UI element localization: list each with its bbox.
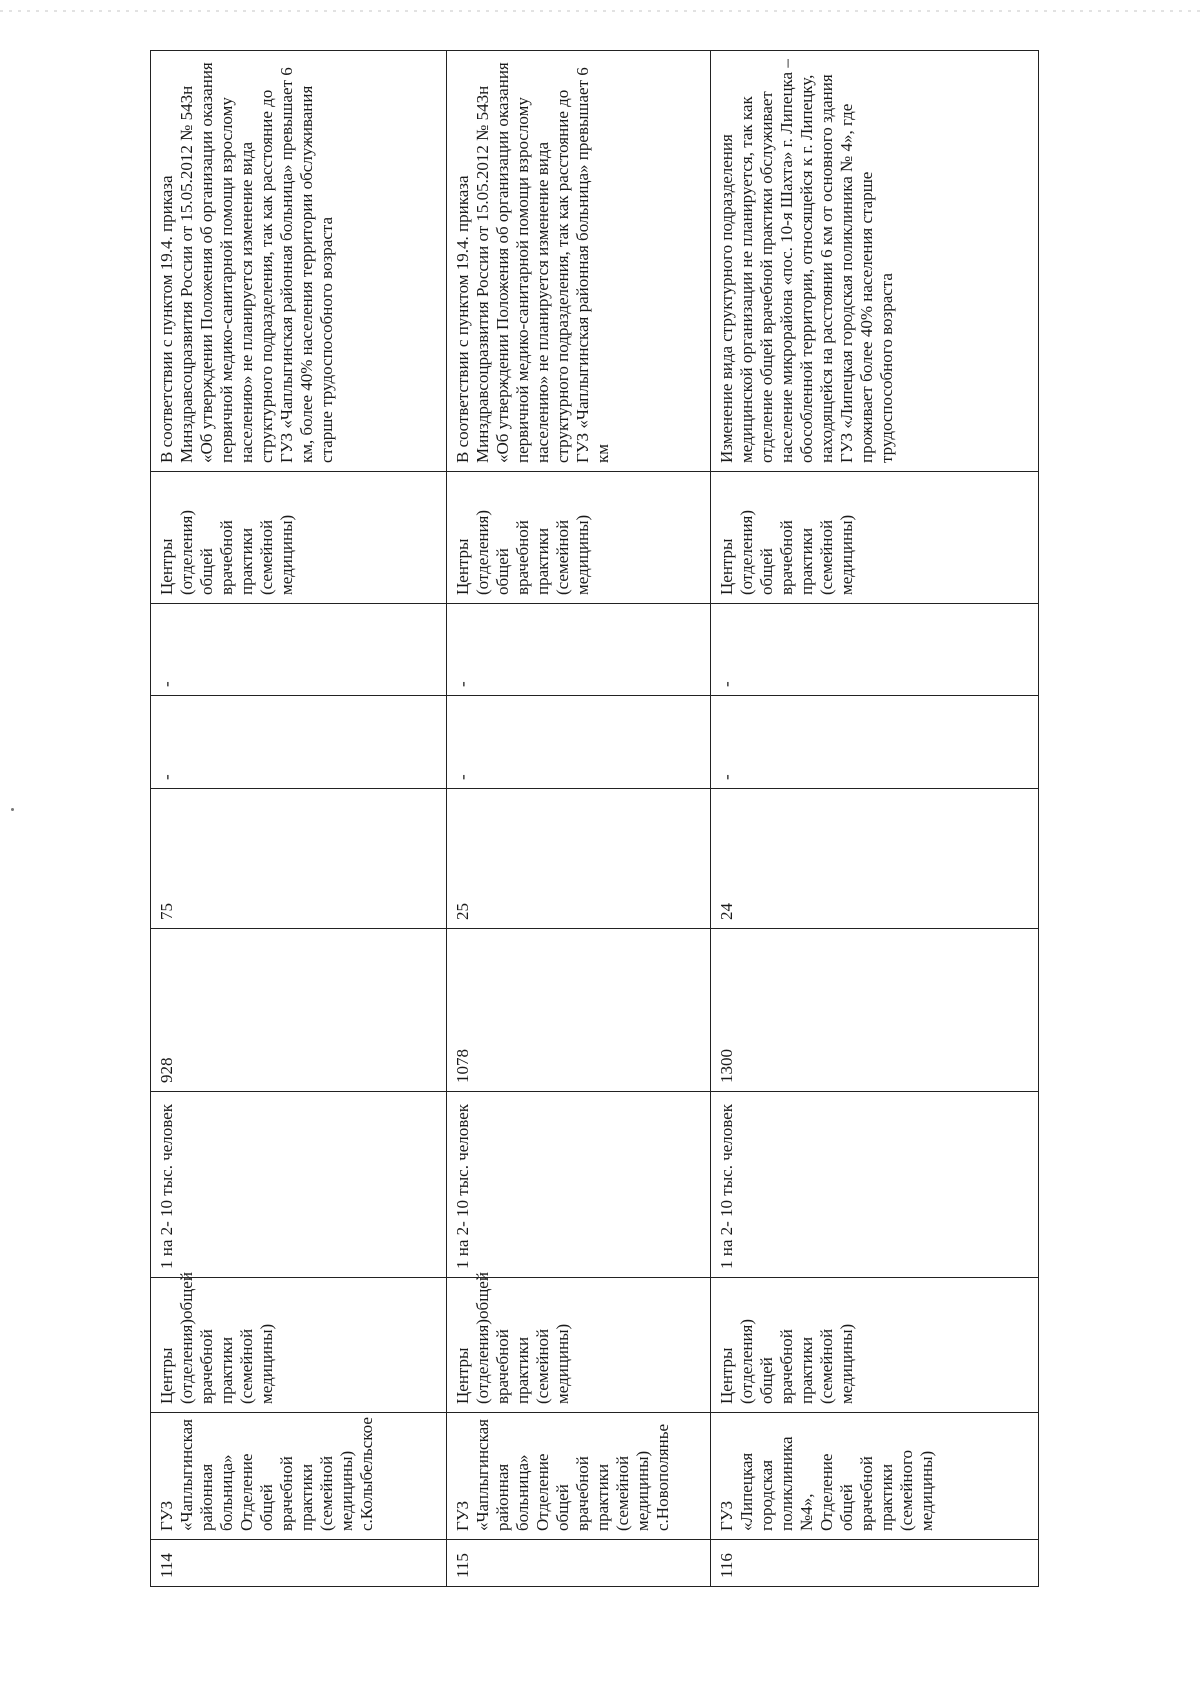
row-number: 114 [151,1540,447,1587]
new-unit-type: Центры (отделения) общей врачебной практики (семейной медицины) [711,472,1039,604]
new-unit-type: Центры (отделения) общей врачебной практики (семейной медицины) [447,472,711,604]
new-unit-type: Центры (отделения) общей врачебной практики (семейной медицины) [151,472,447,604]
justification: Изменение вида структурного подразделения медицинской организации не планируется, так как отделение общей врачебной практики обслуживает население микрорайона «пос. 10-я Шахта» г. Липецка – обособленной территории, относящейся к г. Липецку, находящейся на расстоянии 6 км от основного здания ГУЗ «Липецкая городская поликлиника № 4», где проживает более 40% населения старше трудоспособного возраста [711,51,1039,472]
population: 928 [151,929,447,1092]
row-number: 116 [711,1540,1039,1587]
table-row [151,51,447,1587]
organization-name: ГУЗ «Липецкая городская поликлиника №4», Отделение общей врачебной практики (семейного медицины) [711,1413,1039,1540]
rotated-table-wrapper [150,51,1038,1587]
dash-cell: - [151,696,447,789]
unit-type: Центры (отделения)общей врачебной практики (семейной медицины) [447,1278,711,1413]
dash-cell: - [711,604,1039,696]
table-row [711,51,1039,1587]
dash-cell: - [151,604,447,696]
dash-cell: - [447,696,711,789]
organization-name: ГУЗ «Чаплыгинская районная больница» Отделение общей врачебной практики (семейной медицины) с.Колыбельское [151,1413,447,1540]
norm: 1 на 2- 10 тыс. человек [711,1092,1039,1278]
facility-table [150,50,1039,1587]
justification: В соответствии с пунктом 19.4. приказа Минздравсоцразвития России от 15.05.2012 № 543н «Об утверждении Положения об организации оказания первичной медико-санитарной помощи взрослому населению» не планируется изменение вида структурного подразделения, так как расстояние до ГУЗ «Чаплыгинская районная больница» превышает 6 км [447,51,711,472]
organization-name: ГУЗ «Чаплыгинская районная больница» Отделение общей врачебной практики (семейной медицины) с.Новополянье [447,1413,711,1540]
dash-cell: - [447,604,711,696]
percent: 75 [151,789,447,929]
unit-type: Центры (отделения) общей врачебной практики (семейной медицины) [711,1278,1039,1413]
scan-dot [11,808,14,811]
justification: В соответствии с пунктом 19.4. приказа Минздравсоцразвития России от 15.05.2012 № 543н «Об утверждении Положения об организации оказания первичной медико-санитарной помощи взрослому населению» не планируется изменение вида структурного подразделения, так как расстояние до ГУЗ «Чаплыгинская районная больница» превышает 6 км, более 40% населения территории обслуживания старше трудоспособного возраста [151,51,447,472]
dash-cell: - [711,696,1039,789]
norm: 1 на 2- 10 тыс. человек [151,1092,447,1278]
table-row [447,51,711,1587]
norm: 1 на 2- 10 тыс. человек [447,1092,711,1278]
row-number: 115 [447,1540,711,1587]
unit-type: Центры (отделения)общей врачебной практики (семейной медицины) [151,1278,447,1413]
scan-artifact [0,10,1200,12]
percent: 24 [711,789,1039,929]
population: 1078 [447,929,711,1092]
percent: 25 [447,789,711,929]
population: 1300 [711,929,1039,1092]
